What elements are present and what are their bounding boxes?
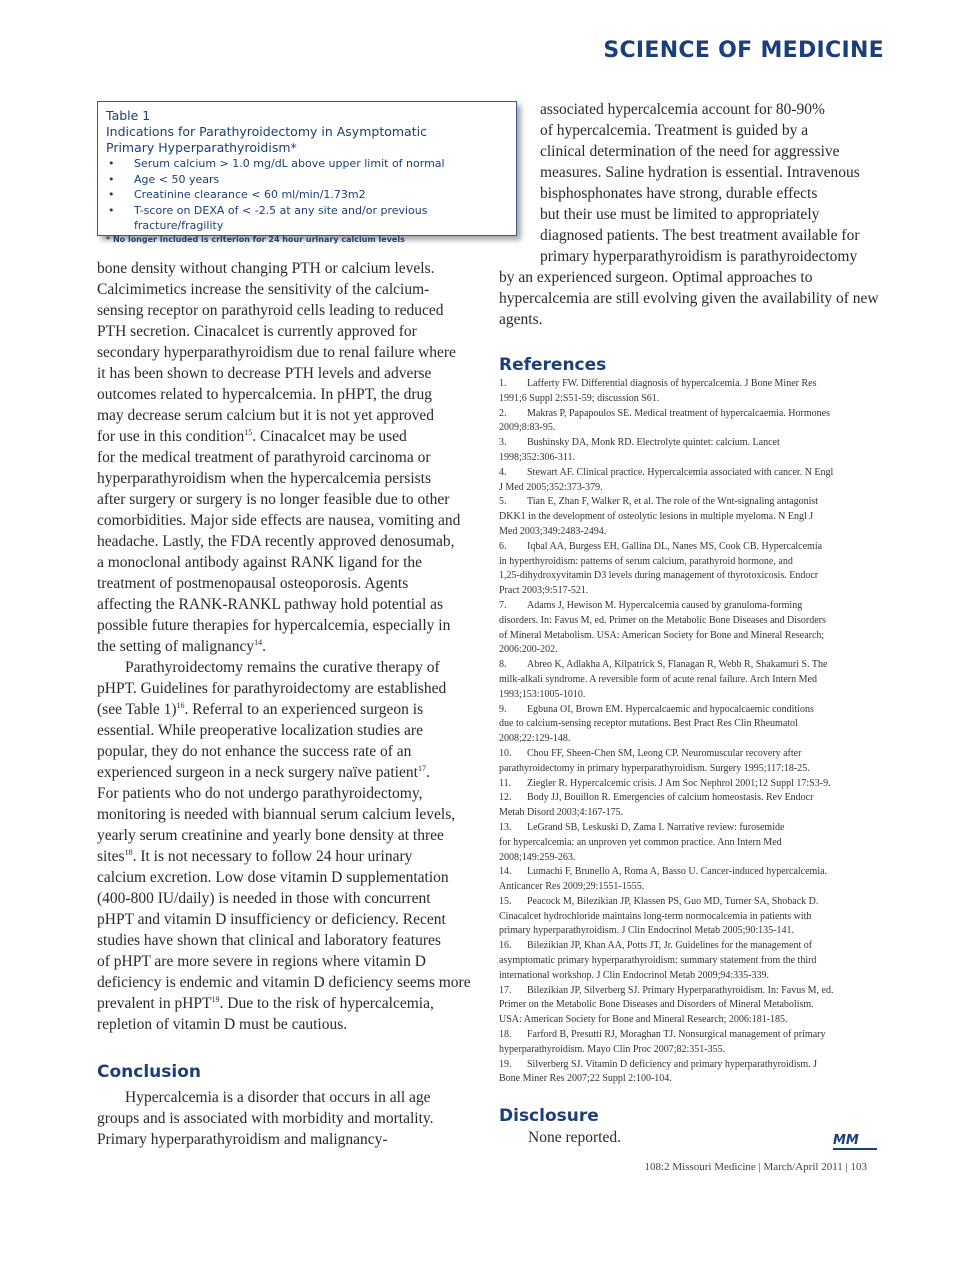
text-fragment: . Referral to an experienced surgeon is [184, 701, 424, 718]
text-line: secondary hyperparathyroidism due to renal failure where [97, 344, 456, 361]
reference-number: 6. [499, 540, 507, 552]
reference-text: Abreo K, Adlakha A, Kilpatrick S, Flanagan R, Webb R, Shakamuri S. The [527, 659, 828, 671]
text-fragment: (see Table 1) [97, 701, 177, 718]
reference-text: Lafferty FW. Differential diagnosis of hypercalcemia. J Bone Miner Res [527, 378, 817, 389]
reference-item [499, 865, 881, 895]
reference-text: 1993;153:1005-1010. [499, 688, 586, 700]
reference-text: 1,25-dihydroxyvitamin D3 levels during management of thyrotoxicosis. Endocr [499, 570, 819, 582]
text-line: bisphosphonates have strong, durable effects [540, 185, 818, 202]
table-criterion: • T-score on DEXA of < -2.5 at any site and/or previous fracture/fragility [106, 203, 508, 234]
text-fragment: . Cinacalcet may be used [252, 428, 407, 445]
citation: 16 [176, 700, 185, 710]
text-fragment: sites [97, 848, 125, 865]
reference-text: DKK1 in the development of osteolytic lesions in multiple myeloma. N Engl J [499, 511, 814, 523]
section-title: SCIENCE OF MEDICINE [603, 38, 884, 63]
text-line: outcomes related to hypercalcemia. In pHPT, the drug [97, 386, 432, 403]
reference-number: 15. [499, 895, 512, 907]
reference-text: Bushinsky DA, Monk RD. Electrolyte quintet: calcium. Lancet [527, 437, 780, 449]
reference-text: Tian E, Zhan F, Walker R, et al. The role of the Wnt-signaling antagonist [527, 496, 819, 508]
reference-text: hyperparathyroidism. Mayo Clin Proc 2007;82:351-355. [499, 1043, 726, 1055]
text-line: For patients who do not undergo parathyroidectomy, [97, 785, 423, 802]
reference-text: Egbuna OI, Brown EM. Hypercalcaemic and hypocalcaemic conditions [527, 703, 814, 715]
text-line [97, 993, 481, 1014]
reference-text: asymptomatic primary hyperparathyroidism: summary statement from the third [499, 955, 817, 967]
reference-item [499, 939, 881, 983]
reference-item [499, 821, 881, 865]
reference-item [499, 895, 881, 939]
text-line: Hypercalcemia is a disorder that occurs in all age [125, 1089, 431, 1106]
disclosure-heading: Disclosure [499, 1106, 599, 1126]
reference-text: Farford B, Presutti RJ, Moraghan TJ. Nonsurgical management of primary [527, 1029, 826, 1041]
text-fragment: experienced surgeon in a neck surgery naïve patient [97, 764, 418, 781]
reference-line [499, 421, 881, 436]
text-fragment: . It is not necessary to follow 24 hour urinary [132, 848, 413, 865]
text-line: Parathyroidectomy remains the curative therapy of [125, 659, 440, 676]
text-line: it has been shown to decrease PTH levels and adverse [97, 365, 432, 382]
reference-line [499, 732, 881, 747]
reference-line [499, 643, 881, 658]
reference-line [499, 451, 881, 466]
reference-line [499, 924, 881, 939]
text-line: but their use must be limited to appropriately [540, 206, 820, 223]
reference-text: Bone Miner Res 2007;22 Suppl 2:100-104. [499, 1073, 672, 1085]
left-column-body [97, 258, 481, 1035]
text-line: diagnosed patients. The best treatment available for [540, 227, 860, 244]
reference-line [499, 762, 881, 777]
reference-line [499, 865, 881, 880]
text-line [97, 699, 481, 720]
text-fragment: . Due to the risk of hypercalcemia, [219, 995, 434, 1012]
reference-line [499, 1058, 881, 1073]
text-line: Calcimimetics increase the sensitivity of the calcium- [97, 281, 430, 298]
text-line [97, 426, 481, 447]
reference-number: 14. [499, 866, 512, 878]
text-fragment: for use in this condition [97, 428, 245, 445]
disclosure-text: None reported. [528, 1129, 621, 1146]
text-line: primary hyperparathyroidism is parathyroidectomy [540, 248, 858, 265]
reference-item [499, 540, 881, 599]
reference-item [499, 747, 881, 777]
reference-item [499, 495, 881, 539]
text-line: sensing receptor on parathyroid cells leading to reduced [97, 302, 444, 319]
reference-line [499, 836, 881, 851]
text-line: monitoring is needed with biannual serum calcium levels, [97, 806, 456, 823]
reference-number: 5. [499, 496, 507, 508]
text-line [97, 846, 481, 867]
reference-line [499, 747, 881, 762]
reference-text: Cinacalcet hydrochloride maintains long-term normocalcemia in patients with [499, 910, 812, 922]
reference-text: Chou FF, Sheen-Chen SM, Leong CP. Neuromuscular recovery after [527, 747, 802, 759]
reference-line [499, 910, 881, 925]
text-fragment: the setting of malignancy [97, 638, 255, 655]
text-line: affecting the RANK-RANKL pathway hold potential as [97, 596, 444, 613]
reference-text: Iqbal AA, Burgess EH, Gallina DL, Nanes MS, Cook CB. Hypercalcemia [527, 540, 823, 552]
reference-line [499, 791, 881, 806]
reference-line [499, 939, 881, 954]
reference-line [499, 806, 881, 821]
conclusion-body [97, 1087, 481, 1150]
table-criterion: • Serum calcium > 1.0 mg/dL above upper limit of normal [106, 156, 508, 172]
reference-text: milk-alkali syndrome. A reversible form of acute renal failure. Arch Intern Med [499, 673, 817, 685]
logo-text: MM [833, 1133, 859, 1148]
reference-line [499, 851, 881, 866]
reference-number: 9. [499, 703, 507, 715]
references-list [499, 377, 881, 1087]
missouri-medicine-logo [833, 1134, 877, 1150]
reference-item [499, 377, 881, 407]
reference-line [499, 717, 881, 732]
reference-text: Primer on the Metabolic Bone Diseases and Disorders of Mineral Metabolism. [499, 999, 814, 1011]
reference-number: 12. [499, 792, 512, 804]
reference-line [499, 895, 881, 910]
reference-text: Pract 2003;9:517-521. [499, 585, 589, 597]
text-line: associated hypercalcemia account for 80-90% [540, 101, 825, 118]
reference-line [499, 1028, 881, 1043]
text-line: agents. [499, 311, 543, 328]
reference-line [499, 984, 881, 999]
reference-line [499, 599, 881, 614]
text-line: deficiency is endemic and vitamin D deficiency seems more [97, 974, 471, 991]
reference-text: Metab Disord 2003;4:167-175. [499, 807, 624, 819]
reference-line [499, 540, 881, 555]
reference-text: due to calcium-sensing receptor mutations. Best Pract Res Clin Rheumatol [499, 718, 798, 730]
conclusion-heading: Conclusion [97, 1062, 201, 1082]
reference-line [499, 821, 881, 836]
reference-number: 17. [499, 984, 512, 996]
reference-text: international workshop. J Clin Endocrinol Metab 2009;94:335-339. [499, 969, 769, 981]
reference-text: Peacock M, Bilezikian JP, Klassen PS, Guo MD, Turner SA, Shoback D. [527, 895, 819, 907]
text-line: treatment of postmenopausal osteoporosis. Agents [97, 575, 409, 592]
reference-number: 10. [499, 747, 512, 759]
reference-text: for hypercalcemia: an unproven yet common practice. Ann Intern Med [499, 836, 782, 848]
reference-number: 4. [499, 466, 507, 478]
text-line: essential. While preoperative localization studies are [97, 722, 423, 739]
reference-text: Adams J, Hewison M. Hypercalcemia caused by granuloma-forming [527, 599, 803, 611]
reference-text: LeGrand SB, Leskuski D, Zama I. Narrative review: furosemide [527, 821, 785, 833]
text-line: groups and is associated with morbidity and mortality. [97, 1110, 434, 1127]
conclusion-paragraph [97, 1087, 481, 1150]
reference-line [499, 969, 881, 984]
right-column-body [499, 99, 883, 330]
text-line: studies have shown that clinical and laboratory features [97, 932, 441, 949]
citation: 18 [124, 847, 133, 857]
conclusion-continued [499, 99, 883, 330]
reference-number: 19. [499, 1058, 512, 1070]
reference-text: Ziegler R. Hypercalcemic crisis. J Am Soc Nephrol 2001;12 Suppl 17:S3-9. [527, 777, 831, 789]
reference-text: USA: American Society for Bone and Mineral Research; 2006:181-185. [499, 1014, 788, 1026]
text-fragment: prevalent in pHPT [97, 995, 212, 1012]
reference-text: Med 2003;349:2483-2494. [499, 525, 607, 537]
reference-line [499, 466, 881, 481]
text-line: possible future therapies for hypercalcemia, especially in [97, 617, 451, 634]
reference-number: 1. [499, 378, 507, 389]
reference-text: parathyroidectomy in primary hyperparathyroidism. Surgery 1995;117:18-25. [499, 762, 810, 774]
reference-item [499, 984, 881, 1028]
table-footnote: * No longer included is criterion for 24 hour urinary calcium levels [106, 234, 405, 244]
reference-line [499, 777, 881, 792]
reference-text: Bilezikian JP, Silverberg SJ. Primary Hyperparathyroidism. In: Favus M, ed. [527, 984, 834, 996]
reference-text: Body JJ, Bouillon R. Emergencies of calcium homeostasis. Rev Endocr [527, 792, 814, 804]
reference-text: Stewart AF. Clinical practice. Hypercalcemia associated with cancer. N Engl [527, 466, 834, 478]
table-label: Table 1 [106, 108, 151, 123]
reference-line [499, 555, 881, 570]
reference-item [499, 658, 881, 702]
reference-line [499, 954, 881, 969]
text-line: repletion of vitamin D must be cautious. [97, 1016, 348, 1033]
text-line: Primary hyperparathyroidism and malignancy- [97, 1131, 388, 1148]
reference-item [499, 436, 881, 466]
table-1-box [97, 101, 517, 244]
citation: 14 [254, 637, 263, 647]
reference-line [499, 481, 881, 496]
reference-line [499, 510, 881, 525]
text-line: pHPT and vitamin D insufficiency or deficiency. Recent [97, 911, 446, 928]
reference-line [499, 1072, 881, 1087]
citation: 19 [211, 994, 220, 1004]
reference-item [499, 599, 881, 658]
reference-text: Lumachi F, Brunello A, Roma A, Basso U. Cancer-induced hypercalcemia. [527, 866, 828, 878]
text-line: the setting of malignancy$^{14}$. [97, 637, 266, 655]
table-criterion: • Age < 50 years [106, 172, 508, 188]
reference-text: J Med 2005;352:373-379. [499, 481, 603, 493]
references-heading: References [499, 355, 607, 375]
reference-item [499, 1058, 881, 1088]
text-line: headache. Lastly, the FDA recently approved denosumab, [97, 533, 455, 550]
reference-line [499, 1013, 881, 1028]
reference-number: 2. [499, 407, 507, 419]
reference-number: 8. [499, 659, 507, 671]
text-line: (400-800 IU/daily) is needed in those with concurrent [97, 890, 431, 907]
reference-item [499, 791, 881, 821]
text-line: of hypercalcemia. Treatment is guided by a [540, 122, 809, 139]
reference-text: 2008;22:129-148. [499, 733, 571, 745]
reference-line [499, 495, 881, 510]
text-line: clinical determination of the need for aggressive [540, 143, 840, 160]
reference-item [499, 777, 881, 792]
text-line: hyperparathyroidism when the hypercalcemia persists [97, 470, 431, 487]
reference-text: primary hyperparathyroidism. J Clin Endocrinol Metab 2005;90:135-141. [499, 925, 794, 937]
reference-item [499, 703, 881, 747]
citation: 15 [244, 427, 253, 437]
reference-item [499, 466, 881, 496]
reference-line [499, 584, 881, 599]
table-criterion: • Creatinine clearance < 60 ml/min/1.73m2 [106, 187, 508, 203]
reference-item [499, 1028, 881, 1058]
text-line: may decrease serum calcium but it is not yet approved [97, 407, 435, 424]
text-line: pHPT. Guidelines for parathyroidectomy are established [97, 680, 447, 697]
text-line: yearly serum creatinine and yearly bone density at three [97, 827, 444, 844]
reference-line [499, 703, 881, 718]
reference-line [499, 436, 881, 451]
paragraph-parathyroidectomy [97, 657, 481, 1035]
reference-line [499, 998, 881, 1013]
reference-text: Anticancer Res 2009;29:1551-1555. [499, 881, 645, 893]
reference-line [499, 614, 881, 629]
reference-text: Makras P, Papapoulos SE. Medical treatment of hypercalcaemia. Hormones [527, 407, 830, 419]
text-line: hypercalcemia are still evolving given the availability of new [499, 290, 879, 307]
reference-number: 3. [499, 437, 507, 449]
text-line: a monoclonal antibody against RANK ligand for the [97, 554, 423, 571]
reference-number: 7. [499, 599, 507, 611]
reference-text: Bilezikian JP, Khan AA, Potts JT, Jr. Guidelines for the management of [527, 940, 813, 952]
reference-line [499, 525, 881, 540]
table-criteria-list [106, 156, 508, 234]
reference-text: 2009;8:83-95. [499, 422, 556, 434]
paragraph-calcimimetics [97, 258, 481, 657]
reference-text: of Mineral Metabolism. USA: American Society for Bone and Mineral Research; [499, 629, 825, 641]
text-line: for the medical treatment of parathyroid carcinoma or [97, 449, 431, 466]
reference-line [499, 377, 881, 392]
reference-line [499, 673, 881, 688]
reference-text: 1991;6 Suppl 2:S51-59; discussion S61. [499, 392, 660, 404]
reference-text: Silverberg SJ. Vitamin D deficiency and primary hyperparathyroidism. J [527, 1058, 818, 1070]
reference-line [499, 1043, 881, 1058]
reference-number: 16. [499, 940, 512, 952]
reference-line [499, 658, 881, 673]
text-line: experienced surgeon in a neck surgery naïve patient$^{17}$. [97, 763, 430, 781]
text-line: PTH secretion. Cinacalcet is currently approved for [97, 323, 417, 340]
reference-text: 2006:200-202. [499, 644, 558, 656]
table-title-line-1: Indications for Parathyroidectomy in Asymptomatic [106, 124, 427, 139]
reference-item [499, 407, 881, 437]
reference-line [499, 629, 881, 644]
reference-number: 11. [499, 777, 512, 789]
text-line: measures. Saline hydration is essential. Intravenous [540, 164, 860, 181]
reference-line [499, 880, 881, 895]
reference-line [499, 392, 881, 407]
text-line: by an experienced surgeon. Optimal approaches to [499, 269, 813, 286]
table-title-line-2: Primary Hyperparathyroidism* [106, 140, 297, 155]
reference-text: 1998;352:306-311. [499, 451, 576, 463]
reference-number: 13. [499, 821, 512, 833]
text-line: bone density without changing PTH or calcium levels. [97, 260, 435, 277]
reference-number: 18. [499, 1029, 512, 1041]
text-line: popular, they do not enhance the success rate of an [97, 743, 412, 760]
reference-text: 2008;149:259-263. [499, 851, 576, 863]
reference-text: in hyperthyroidism: patterns of serum calcium, parathyroid hormone, and [499, 555, 793, 567]
reference-text: disorders. In: Favus M, ed. Primer on the Metabolic Bone Diseases and Disorders [499, 614, 826, 626]
reference-line [499, 407, 881, 422]
text-line: comorbidities. Major side effects are nausea, vomiting and [97, 512, 461, 529]
citation: 17 [417, 763, 426, 773]
reference-line [499, 569, 881, 584]
text-line: calcium excretion. Low dose vitamin D supplementation [97, 869, 449, 886]
page-footer: 108:2 Missouri Medicine | March/April 2011 | 103 [644, 1161, 867, 1173]
text-line: after surgery or surgery is no longer feasible due to other [97, 491, 450, 508]
text-line: of pHPT are more severe in regions where vitamin D [97, 953, 426, 970]
reference-line [499, 688, 881, 703]
